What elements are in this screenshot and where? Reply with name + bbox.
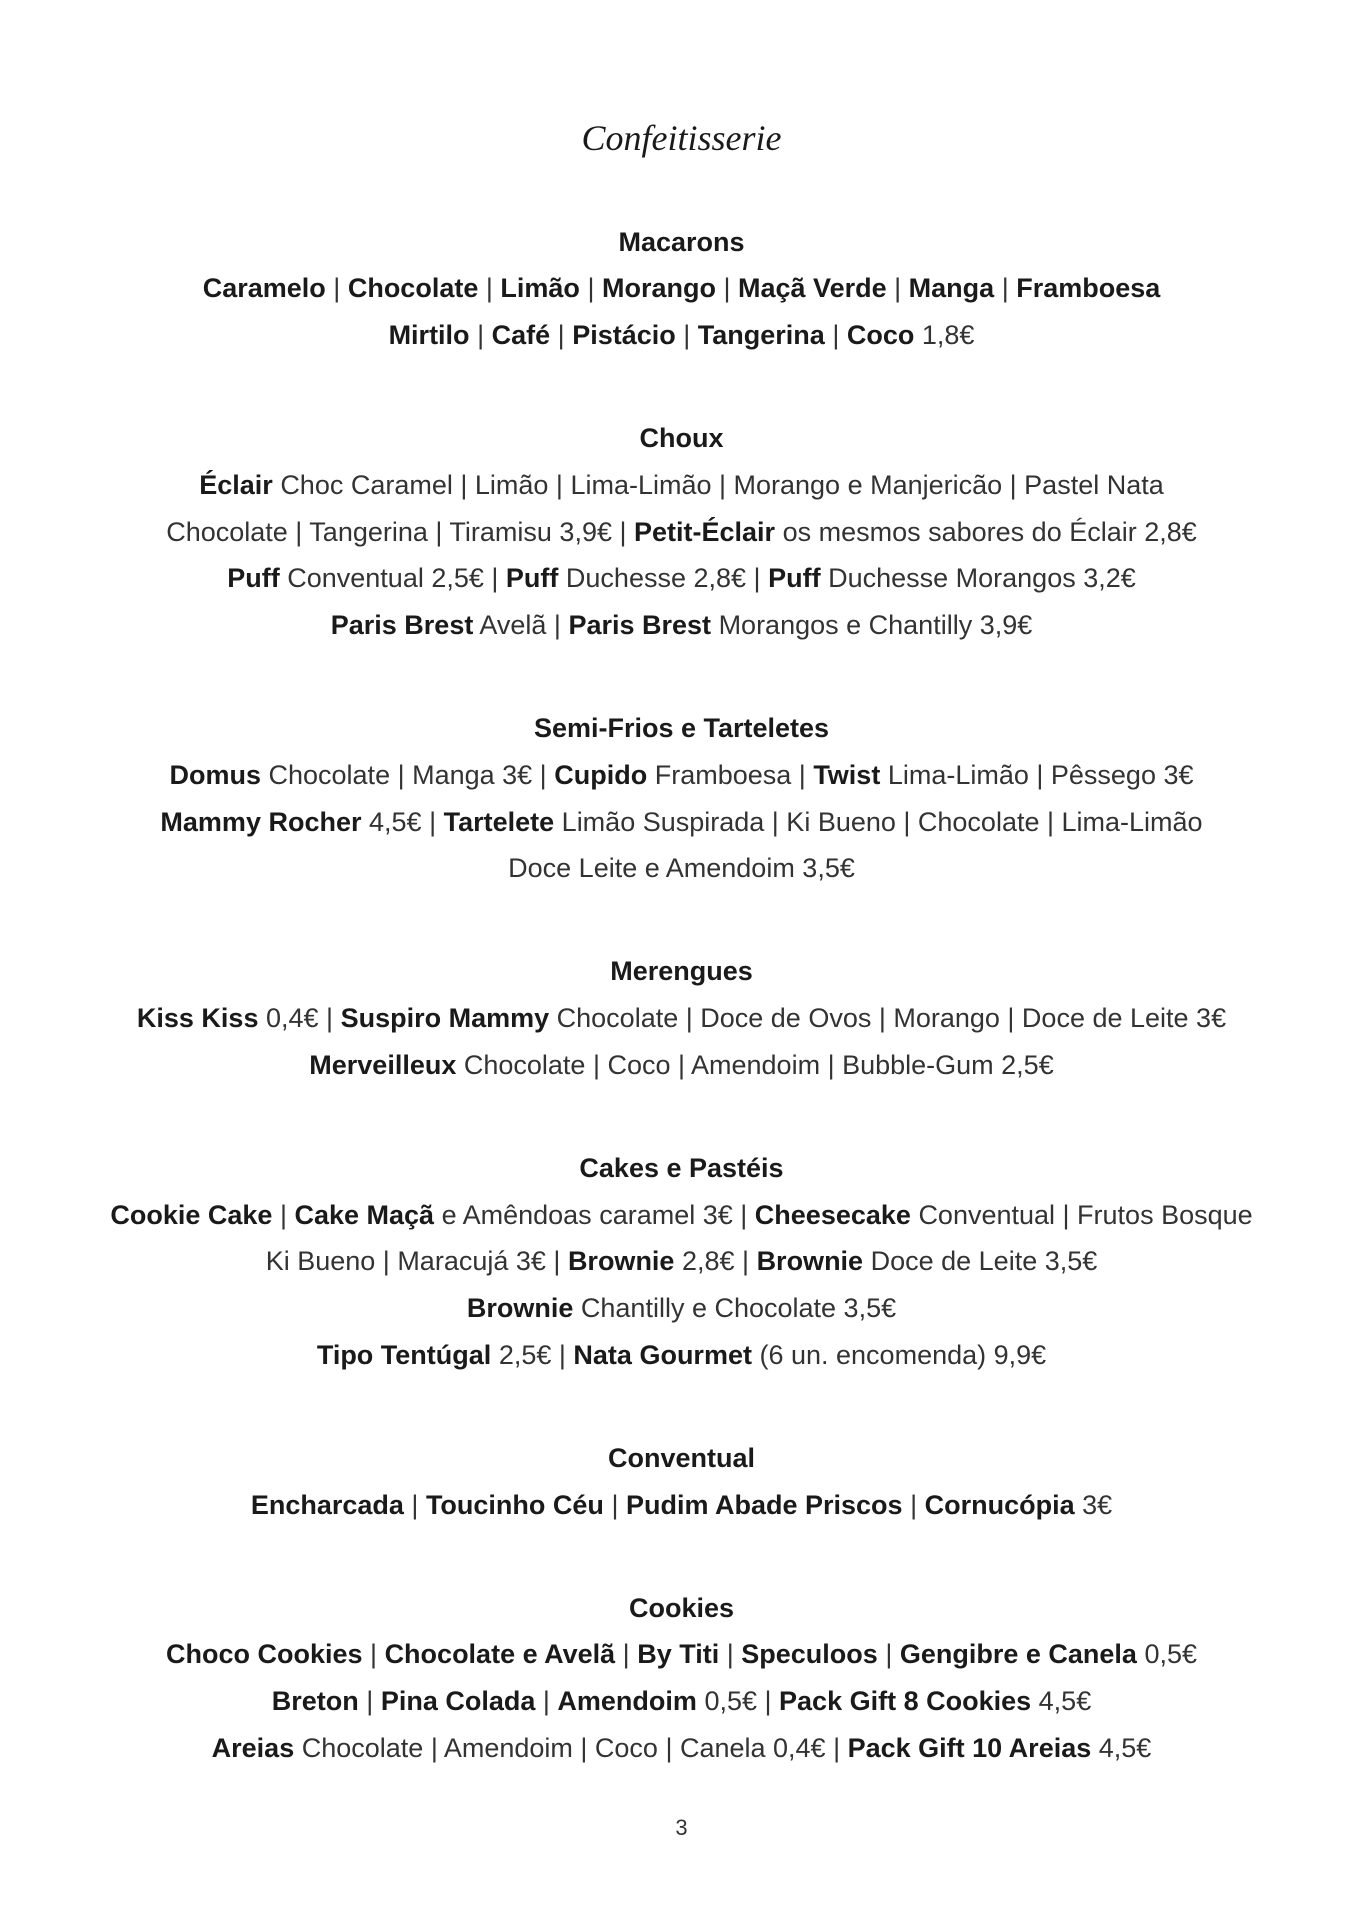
menu-line <box>0 555 1363 602</box>
menu-line <box>0 1332 1363 1379</box>
item-detail: Lima-Limão | Pêssego 3€ <box>887 759 1194 790</box>
item-price: 1,8€ <box>921 320 975 351</box>
separator: | <box>587 273 595 304</box>
item-name: By Titi <box>637 1639 720 1670</box>
menu-line <box>0 1678 1363 1725</box>
item-name: Mirtilo <box>388 320 470 351</box>
section-heading: Choux <box>639 423 724 454</box>
menu-line <box>0 995 1363 1042</box>
page-title: Confeitisserie <box>581 118 782 158</box>
item-name: Puff <box>768 563 821 594</box>
item-name: Toucinho Céu <box>425 1489 604 1520</box>
section-macarons <box>0 219 1363 359</box>
item-detail: Choc Caramel | Limão | Lima-Limão | Morango e Manjericão | Pastel Nata <box>280 469 1164 500</box>
section-heading: Merengues <box>610 956 753 987</box>
item-name: Puff <box>227 563 280 594</box>
menu-line <box>0 845 1363 892</box>
item-name: Limão <box>500 273 580 304</box>
menu-content <box>0 219 1363 1772</box>
separator: | <box>370 1639 378 1670</box>
item-name: Chocolate e Avelã <box>384 1639 616 1670</box>
item-name: Manga <box>908 273 995 304</box>
separator: | <box>411 1489 419 1520</box>
section-heading: Cookies <box>628 1592 735 1623</box>
item-detail: Chocolate | Manga 3€ | <box>268 759 547 790</box>
item-detail: 0,5€ | <box>704 1686 772 1717</box>
separator: | <box>557 320 565 351</box>
item-name: Brownie <box>756 1246 864 1277</box>
separator: | <box>894 273 902 304</box>
item-price: 4,5€ <box>1038 1686 1092 1717</box>
item-detail: Conventual | Frutos Bosque <box>918 1199 1253 1230</box>
item-detail: Duchesse 2,8€ | <box>565 563 761 594</box>
item-name: Morango <box>601 273 716 304</box>
item-name: Cookie Cake <box>110 1199 273 1230</box>
item-name: Paris Brest <box>568 609 712 640</box>
item-name: Suspiro Mammy <box>340 1003 550 1034</box>
section-heading: Macarons <box>618 226 745 257</box>
menu-line <box>0 1285 1363 1332</box>
separator: | <box>723 273 731 304</box>
item-detail: Morangos e Chantilly 3,9€ <box>718 609 1033 640</box>
item-name: Mammy Rocher <box>160 806 362 837</box>
item-detail: Limão Suspirada | Ki Bueno | Chocolate | Lima-Limão <box>561 806 1203 837</box>
item-detail: (6 un. encomenda) 9,9€ <box>759 1339 1047 1370</box>
item-name: Coco <box>846 320 915 351</box>
section-merengues <box>0 948 1363 1088</box>
item-name: Merveilleux <box>309 1049 457 1080</box>
menu-line <box>0 602 1363 649</box>
item-name: Pack Gift 10 Areias <box>847 1732 1092 1763</box>
menu-line <box>0 1482 1363 1529</box>
item-detail: 4,5€ | <box>369 806 437 837</box>
item-name: Tangerina <box>697 320 825 351</box>
item-detail: e Amêndoas caramel 3€ | <box>441 1199 748 1230</box>
menu-line <box>0 752 1363 799</box>
menu-line <box>0 1631 1363 1678</box>
item-name: Chocolate <box>347 273 479 304</box>
item-detail: Chocolate | Coco | Amendoim | Bubble-Gum 2,5€ <box>463 1049 1054 1080</box>
separator: | <box>1001 273 1009 304</box>
item-name: Framboesa <box>1016 273 1161 304</box>
section-choux <box>0 415 1363 648</box>
item-detail: Chantilly e Chocolate 3,5€ <box>580 1293 897 1324</box>
section-cookies <box>0 1585 1363 1772</box>
item-name: Café <box>491 320 551 351</box>
separator: | <box>477 320 485 351</box>
item-detail: Chocolate | Tangerina | Tiramisu 3,9€ | <box>166 516 627 547</box>
item-name: Brownie <box>466 1293 574 1324</box>
item-name: Choco Cookies <box>165 1639 363 1670</box>
item-name: Encharcada <box>250 1489 404 1520</box>
section-heading: Conventual <box>607 1442 755 1473</box>
item-name: Cupido <box>554 759 648 790</box>
menu-line <box>0 509 1363 556</box>
item-name: Petit-Éclair <box>634 516 776 547</box>
item-price: 3€ <box>1082 1489 1113 1520</box>
separator: | <box>910 1489 918 1520</box>
item-name: Gengibre e Canela <box>899 1639 1137 1670</box>
item-detail: Duchesse Morangos 3,2€ <box>828 563 1136 594</box>
item-name: Domus <box>169 759 261 790</box>
menu-line <box>0 462 1363 509</box>
item-detail: Doce de Leite 3,5€ <box>870 1246 1098 1277</box>
menu-line <box>0 1042 1363 1089</box>
item-price: 0,5€ <box>1144 1639 1198 1670</box>
item-name: Amendoim <box>557 1686 697 1717</box>
item-name: Cake Maçã <box>294 1199 435 1230</box>
section-conventual <box>0 1435 1363 1528</box>
item-detail: os mesmos sabores do Éclair 2,8€ <box>782 516 1197 547</box>
separator: | <box>333 273 341 304</box>
separator: | <box>279 1199 287 1230</box>
item-name: Pistácio <box>572 320 676 351</box>
item-name: Speculoos <box>741 1639 878 1670</box>
section-heading: Semi-Frios e Tarteletes <box>533 713 830 744</box>
item-name: Kiss Kiss <box>136 1003 259 1034</box>
item-name: Tartelete <box>443 806 555 837</box>
separator: | <box>726 1639 734 1670</box>
item-detail: 2,5€ | <box>498 1339 566 1370</box>
item-detail: Framboesa | <box>654 759 806 790</box>
separator: | <box>611 1489 619 1520</box>
item-name: Areias <box>211 1732 295 1763</box>
item-detail: Avelã | <box>479 609 561 640</box>
item-name: Pack Gift 8 Cookies <box>779 1686 1032 1717</box>
item-detail: 2,8€ | <box>681 1246 750 1277</box>
separator: | <box>683 320 691 351</box>
item-detail: Chocolate | Amendoim | Coco | Canela 0,4€ | <box>301 1732 841 1763</box>
item-name: Twist <box>813 759 881 790</box>
separator: | <box>485 273 493 304</box>
item-name: Tipo Tentúgal <box>316 1339 492 1370</box>
separator: | <box>622 1639 630 1670</box>
item-name: Éclair <box>199 469 273 500</box>
menu-line <box>0 1238 1363 1285</box>
menu-line <box>0 1192 1363 1239</box>
separator: | <box>366 1686 374 1717</box>
item-detail: Doce Leite e Amendoim 3,5€ <box>508 853 855 884</box>
separator: | <box>885 1639 893 1670</box>
item-name: Cheesecake <box>754 1199 911 1230</box>
page-number: 3 <box>675 1815 688 1840</box>
item-name: Brownie <box>567 1246 675 1277</box>
section-heading: Cakes e Pastéis <box>579 1152 784 1183</box>
section-cakes <box>0 1145 1363 1378</box>
item-detail: Ki Bueno | Maracujá 3€ | <box>265 1246 561 1277</box>
item-name: Breton <box>271 1686 359 1717</box>
item-name: Caramelo <box>202 273 326 304</box>
item-detail: Chocolate | Doce de Ovos | Morango | Doce de Leite 3€ <box>556 1003 1227 1034</box>
section-semi-frios <box>0 705 1363 892</box>
item-price: 4,5€ <box>1098 1732 1152 1763</box>
separator: | <box>542 1686 550 1717</box>
item-name: Puff <box>505 563 559 594</box>
item-name: Maçã Verde <box>738 273 887 304</box>
separator: | <box>832 320 840 351</box>
menu-line <box>0 265 1363 312</box>
menu-line <box>0 312 1363 359</box>
item-name: Cornucópia <box>924 1489 1075 1520</box>
item-name: Pudim Abade Priscos <box>625 1489 903 1520</box>
item-name: Nata Gourmet <box>573 1339 752 1370</box>
item-name: Pina Colada <box>380 1686 536 1717</box>
menu-line <box>0 799 1363 846</box>
item-detail: 0,4€ | <box>265 1003 334 1034</box>
item-name: Paris Brest <box>330 609 474 640</box>
item-detail: Conventual 2,5€ | <box>287 563 499 594</box>
menu-line <box>0 1725 1363 1772</box>
